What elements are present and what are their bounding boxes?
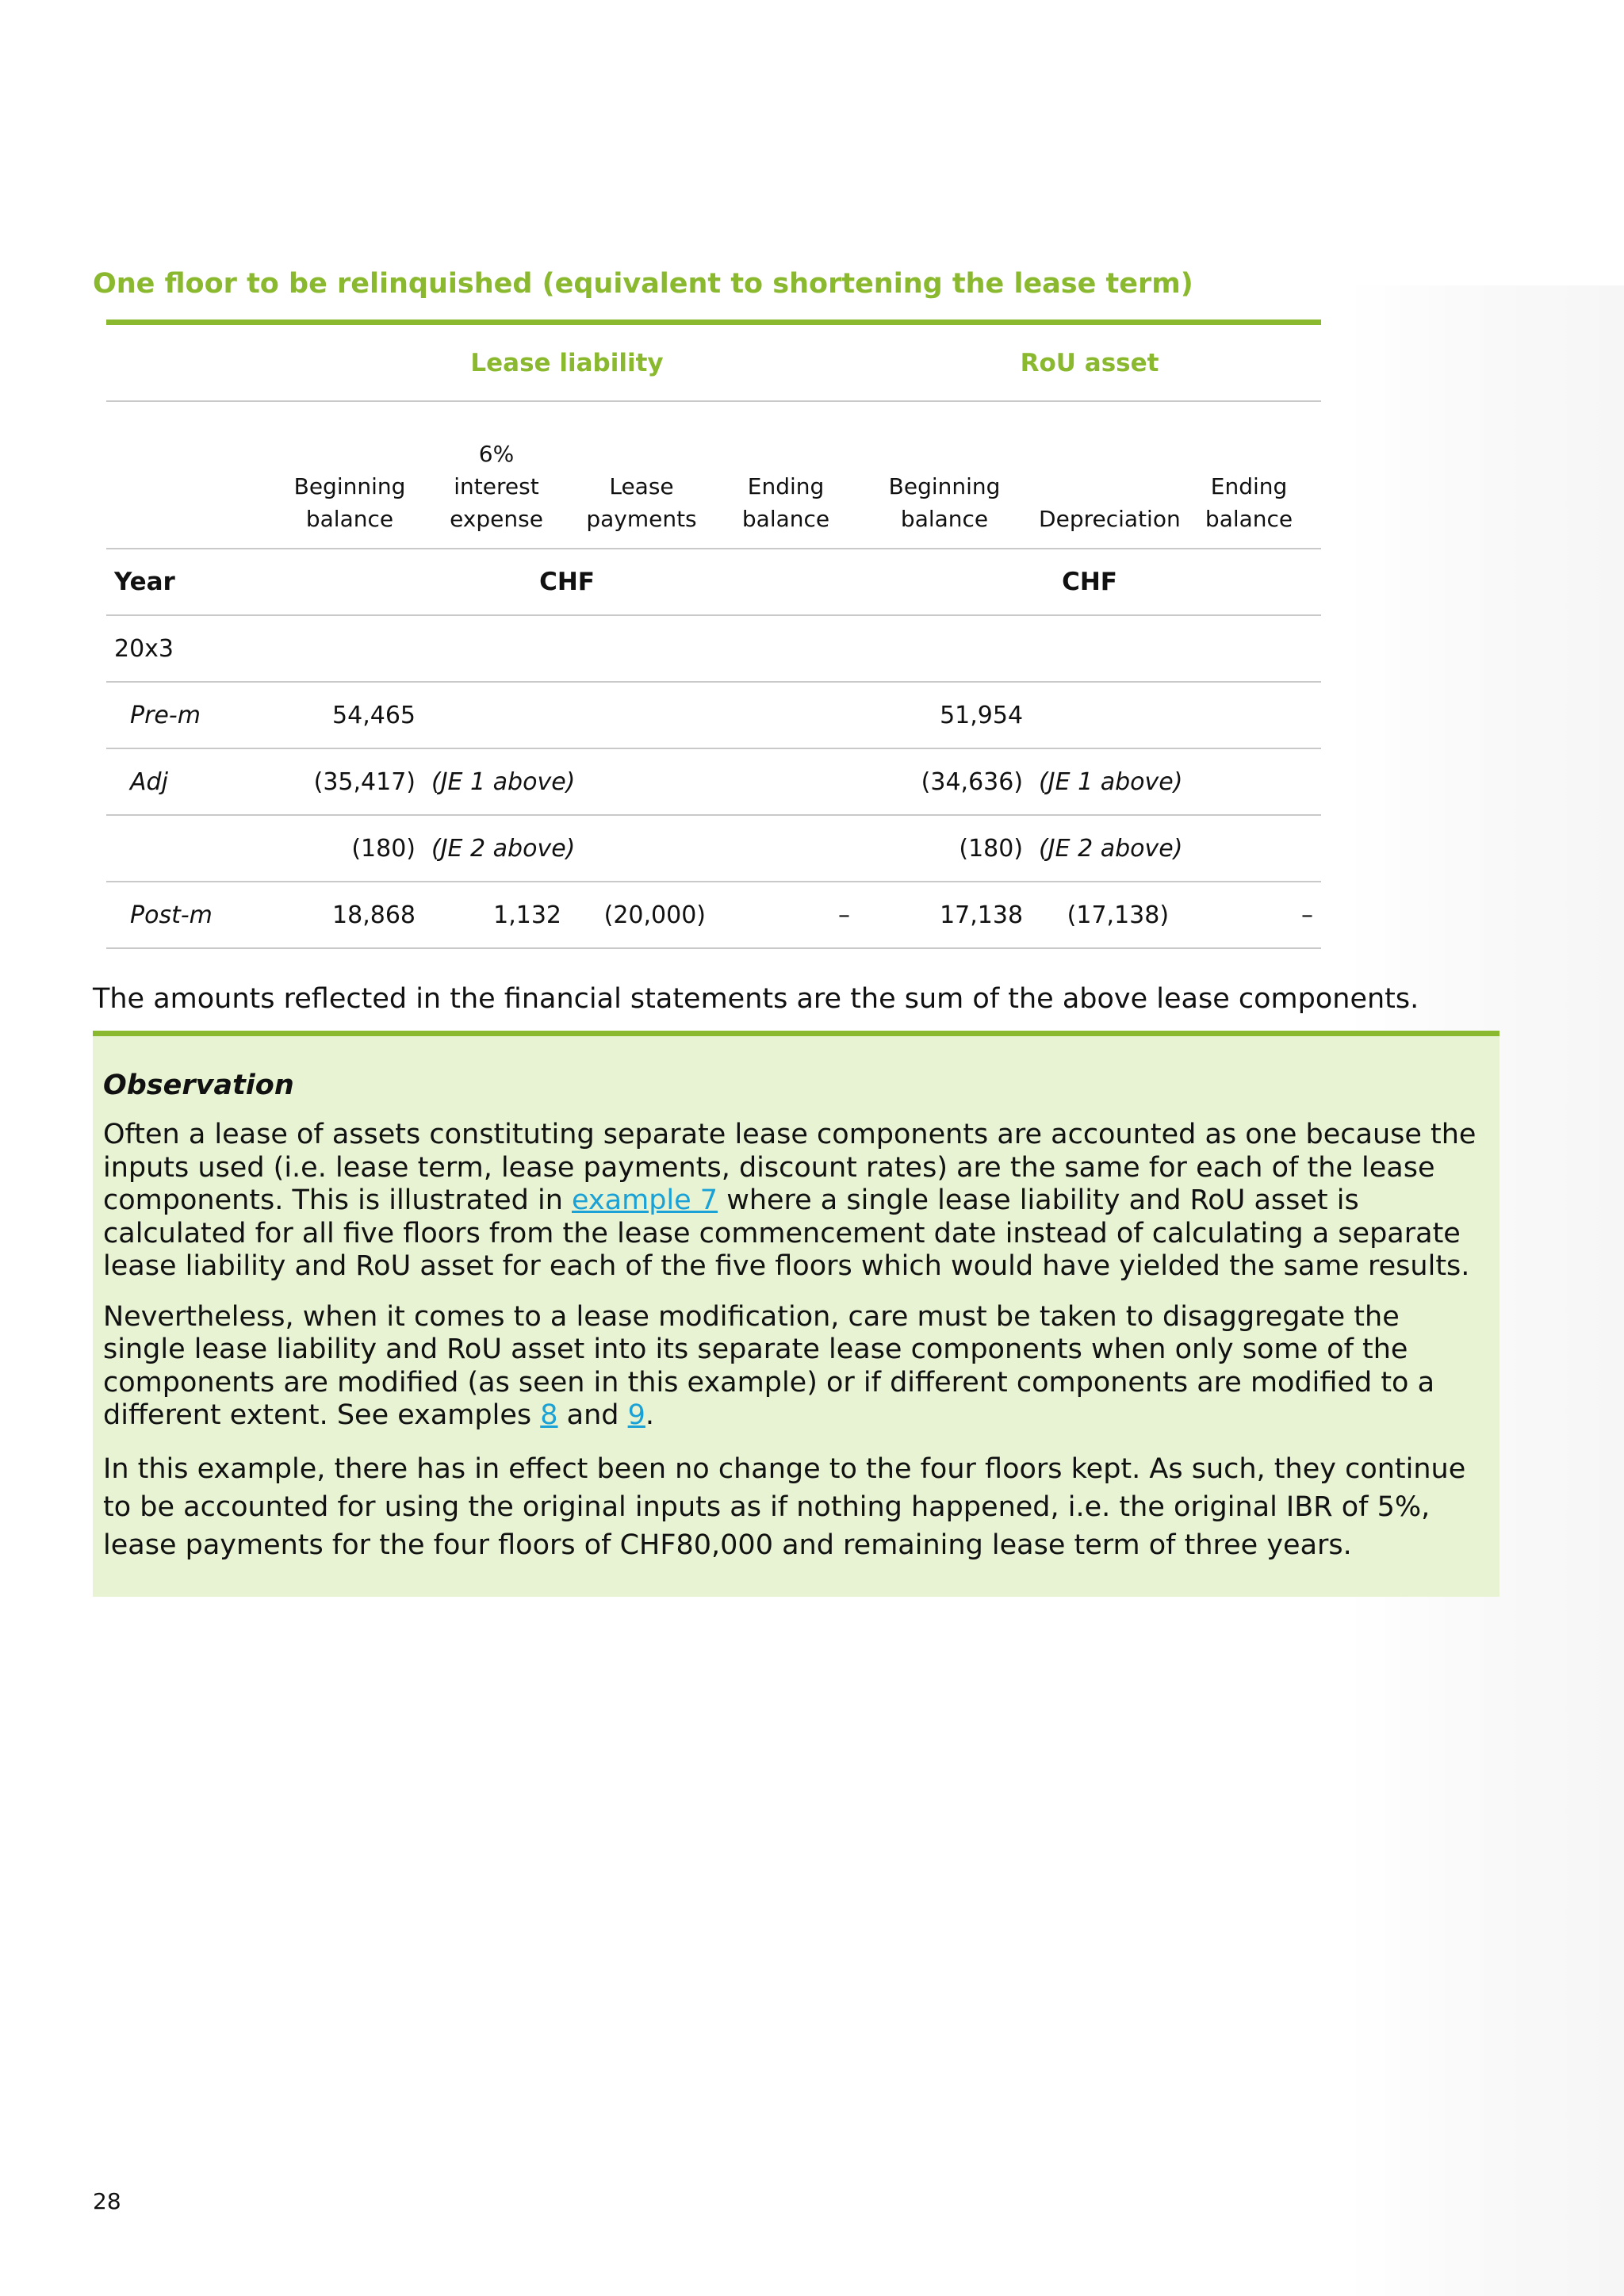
unit-lease-liability: CHF xyxy=(276,549,858,615)
cell-value: 18,868 xyxy=(276,882,423,948)
cell-value: 1,132 xyxy=(423,882,569,948)
row-label: Post-m xyxy=(106,882,276,948)
example-7-link[interactable]: example 7 xyxy=(572,1184,718,1216)
table-row xyxy=(106,748,1321,815)
col-header-beginning-balance-liability: Beginning balance xyxy=(276,401,423,549)
observation-paragraph-2: Nevertheless, when it comes to a lease modification, care must be taken to disaggregate the single lease liability and RoU asset into its separate lease components when only some of the components are modified (as seen in this example) or if different components are modified to a different extent. See examples 8 and 9. xyxy=(103,1300,1435,1431)
observation-box xyxy=(93,1031,1500,1597)
cell-note: (JE 2 above) xyxy=(423,815,858,882)
page-number: 28 xyxy=(93,2188,121,2214)
col-header-ending-balance-liability: Ending balance xyxy=(714,401,858,549)
col-header-beginning-balance-asset: Beginning balance xyxy=(858,401,1031,549)
col-header-ending-balance-asset: Ending balance xyxy=(1177,401,1321,549)
cell-value: 54,465 xyxy=(276,682,423,748)
col-header-depreciation: Depreciation xyxy=(1031,401,1177,549)
row-label: 20x3 xyxy=(106,615,276,682)
cell-value: 17,138 xyxy=(858,882,1031,948)
cell-value: (17,138) xyxy=(1031,882,1177,948)
row-label: Adj xyxy=(106,748,276,815)
row-label: Pre-m xyxy=(106,682,276,748)
example-8-link[interactable]: 8 xyxy=(540,1399,558,1431)
cell-value: (180) xyxy=(858,815,1031,882)
group-lease-liability: Lease liability xyxy=(276,323,858,402)
column-header-row xyxy=(106,401,1321,549)
table-group-header-row xyxy=(106,323,1321,402)
col-header-interest-expense: 6% interest expense xyxy=(423,401,569,549)
cell-value: – xyxy=(714,882,858,948)
row-label xyxy=(106,815,276,882)
section-title: One floor to be relinquished (equivalent to shortening the lease term) xyxy=(93,268,1193,300)
group-rou-asset: RoU asset xyxy=(858,323,1321,402)
cell-note: (JE 2 above) xyxy=(1031,815,1321,882)
cell-value: 51,954 xyxy=(858,682,1031,748)
table-row xyxy=(106,615,1321,682)
cell-note: (JE 1 above) xyxy=(1031,748,1321,815)
col-header-lease-payments: Lease payments xyxy=(569,401,714,549)
observation-paragraph-3: In this example, there has in effect been no change to the four floors kept. As such, they continue to be accounted for using the original inputs as if nothing happened, i.e. the original IBR of 5%, lease payments for the four floors of CHF80,000 and remaining lease term of three years. xyxy=(103,1452,1466,1561)
cell-value: (180) xyxy=(276,815,423,882)
summary-paragraph: The amounts reflected in the financial statements are the sum of the above lease components. xyxy=(93,983,1419,1015)
cell-value: (35,417) xyxy=(276,748,423,815)
cell-value: – xyxy=(1177,882,1321,948)
unit-row xyxy=(106,549,1321,615)
cell-value: (20,000) xyxy=(569,882,714,948)
table-row xyxy=(106,815,1321,882)
year-label: Year xyxy=(106,549,276,615)
cell-value: (34,636) xyxy=(858,748,1031,815)
table-row xyxy=(106,682,1321,748)
table-row xyxy=(106,882,1321,948)
observation-paragraph-1: Often a lease of assets constituting separate lease components are accounted as one because the inputs used (i.e. lease term, lease payments, discount rates) are the same for each of the lease components. This is illustrated in example 7 where a single lease liability and RoU asset is calculated for all five floors from the lease commencement date instead of calculating a separate lease liability and RoU asset for each of the five floors which would have yielded the same results. xyxy=(103,1119,1477,1282)
lease-table xyxy=(106,320,1321,949)
cell-note: (JE 1 above) xyxy=(423,748,858,815)
example-9-link[interactable]: 9 xyxy=(627,1399,645,1431)
observation-title: Observation xyxy=(103,1070,294,1101)
unit-rou-asset: CHF xyxy=(858,549,1321,615)
